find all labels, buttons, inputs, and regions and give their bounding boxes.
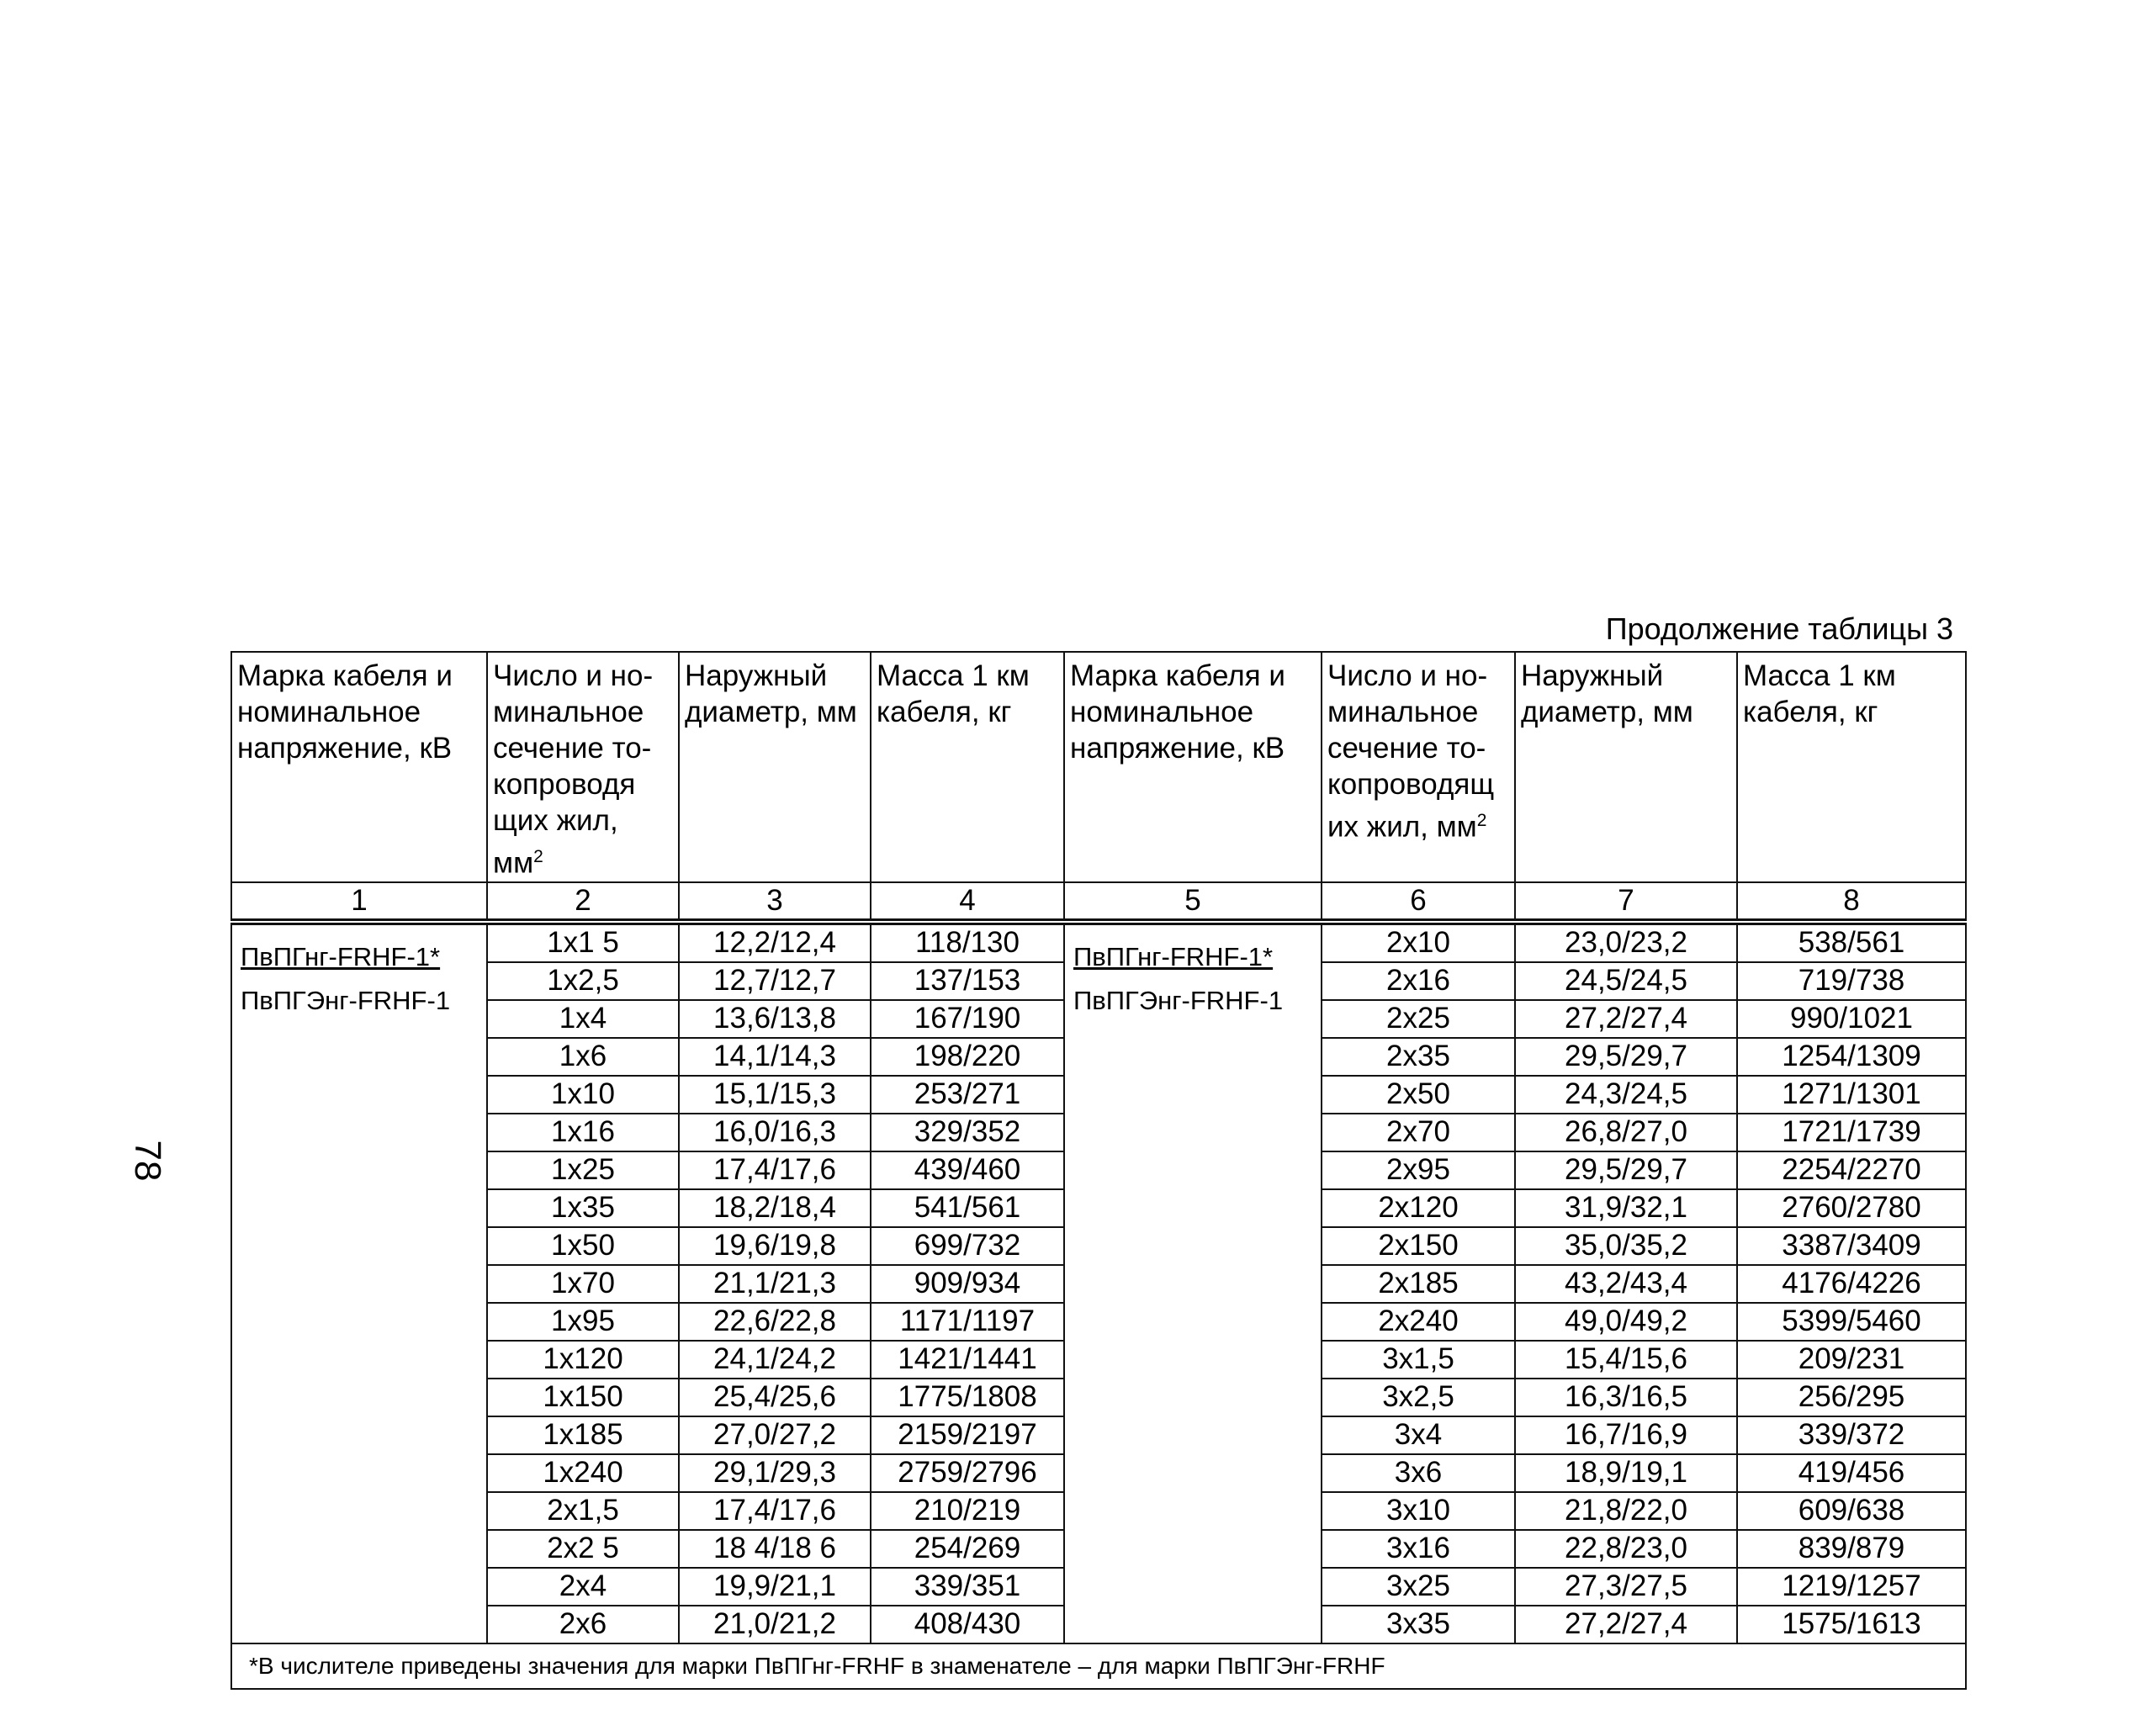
superscript: 2 xyxy=(533,847,543,866)
cable-brand-name: ПвПГнг-FRHF-1* xyxy=(1073,941,1274,971)
cell-cores: 3x10 xyxy=(1322,1492,1515,1530)
cell-mass: 1721/1739 xyxy=(1737,1114,1966,1151)
cell-diameter: 14,1/14,3 xyxy=(679,1038,871,1076)
cell-mass: 2759/2796 xyxy=(871,1454,1064,1492)
cell-mass: 254/269 xyxy=(871,1530,1064,1568)
cell-diameter: 18,2/18,4 xyxy=(679,1189,871,1227)
cell-cores: 2x25 xyxy=(1322,1000,1515,1038)
cell-diameter: 24,1/24,2 xyxy=(679,1341,871,1379)
table-caption: Продолжение таблицы 3 xyxy=(1605,611,1953,646)
cell-cores: 1x150 xyxy=(487,1379,679,1416)
cable-brand-left xyxy=(231,922,487,1643)
header-diameter-right: Наружный диаметр, мм xyxy=(1515,652,1737,882)
cell-mass: 3387/3409 xyxy=(1737,1227,1966,1265)
cell-diameter: 16,3/16,5 xyxy=(1515,1379,1737,1416)
footnote-row xyxy=(231,1643,1966,1689)
cell-mass: 253/271 xyxy=(871,1076,1064,1114)
table-row xyxy=(231,922,1966,962)
header-cores-right-text: Число и но-минальное сечение то-копроводящ их жил, мм xyxy=(1327,659,1495,844)
cell-mass: 118/130 xyxy=(871,922,1064,962)
cell-mass: 339/351 xyxy=(871,1568,1064,1606)
cell-cores: 2x4 xyxy=(487,1568,679,1606)
cell-mass: 1254/1309 xyxy=(1737,1038,1966,1076)
cell-mass: 839/879 xyxy=(1737,1530,1966,1568)
cell-mass: 4176/4226 xyxy=(1737,1265,1966,1303)
cell-diameter: 12,7/12,7 xyxy=(679,962,871,1000)
cell-diameter: 27,2/27,4 xyxy=(1515,1606,1737,1643)
cell-mass: 5399/5460 xyxy=(1737,1303,1966,1341)
cell-mass: 210/219 xyxy=(871,1492,1064,1530)
cell-cores: 1x70 xyxy=(487,1265,679,1303)
cable-brand-name: ПвПГЭнг-FRHF-1 xyxy=(1073,985,1284,1015)
cell-mass: 419/456 xyxy=(1737,1454,1966,1492)
cell-mass: 198/220 xyxy=(871,1038,1064,1076)
cell-mass: 1219/1257 xyxy=(1737,1568,1966,1606)
cell-cores: 2x2 5 xyxy=(487,1530,679,1568)
cable-brand-name: ПвПГЭнг-FRHF-1 xyxy=(241,985,451,1015)
cell-diameter: 24,5/24,5 xyxy=(1515,962,1737,1000)
column-number: 3 xyxy=(679,882,871,922)
cell-cores: 3x2,5 xyxy=(1322,1379,1515,1416)
cell-cores: 1x95 xyxy=(487,1303,679,1341)
cell-cores: 1x10 xyxy=(487,1076,679,1114)
cell-mass: 439/460 xyxy=(871,1151,1064,1189)
header-cores-left xyxy=(487,652,679,882)
cell-mass: 699/732 xyxy=(871,1227,1064,1265)
header-row xyxy=(231,652,1966,882)
cell-cores: 2x95 xyxy=(1322,1151,1515,1189)
cable-table xyxy=(230,651,1967,1690)
cell-diameter: 18 4/18 6 xyxy=(679,1530,871,1568)
cell-diameter: 17,4/17,6 xyxy=(679,1492,871,1530)
cell-cores: 1x120 xyxy=(487,1341,679,1379)
cell-diameter: 21,8/22,0 xyxy=(1515,1492,1737,1530)
cell-diameter: 16,7/16,9 xyxy=(1515,1416,1737,1454)
header-mass-right: Масса 1 км кабеля, кг xyxy=(1737,652,1966,882)
cell-mass: 339/372 xyxy=(1737,1416,1966,1454)
cell-cores: 3x4 xyxy=(1322,1416,1515,1454)
cell-mass: 1271/1301 xyxy=(1737,1076,1966,1114)
column-number: 1 xyxy=(231,882,487,922)
cell-mass: 719/738 xyxy=(1737,962,1966,1000)
cell-cores: 2x150 xyxy=(1322,1227,1515,1265)
cell-diameter: 29,5/29,7 xyxy=(1515,1151,1737,1189)
header-diameter-left: Наружный диаметр, мм xyxy=(679,652,871,882)
cell-diameter: 19,9/21,1 xyxy=(679,1568,871,1606)
cell-mass: 2159/2197 xyxy=(871,1416,1064,1454)
cell-diameter: 31,9/32,1 xyxy=(1515,1189,1737,1227)
column-number: 5 xyxy=(1064,882,1322,922)
cell-diameter: 15,4/15,6 xyxy=(1515,1341,1737,1379)
cell-diameter: 16,0/16,3 xyxy=(679,1114,871,1151)
cell-diameter: 19,6/19,8 xyxy=(679,1227,871,1265)
cell-cores: 1x16 xyxy=(487,1114,679,1151)
cell-diameter: 29,5/29,7 xyxy=(1515,1038,1737,1076)
cell-mass: 538/561 xyxy=(1737,922,1966,962)
cell-diameter: 15,1/15,3 xyxy=(679,1076,871,1114)
cell-mass: 209/231 xyxy=(1737,1341,1966,1379)
cell-mass: 408/430 xyxy=(871,1606,1064,1643)
header-cores-right xyxy=(1322,652,1515,882)
cell-cores: 2x240 xyxy=(1322,1303,1515,1341)
cell-diameter: 43,2/43,4 xyxy=(1515,1265,1737,1303)
cell-cores: 2x1,5 xyxy=(487,1492,679,1530)
page-number: 78 xyxy=(127,1140,168,1182)
cell-mass: 1775/1808 xyxy=(871,1379,1064,1416)
cell-cores: 3x16 xyxy=(1322,1530,1515,1568)
cell-cores: 1x4 xyxy=(487,1000,679,1038)
cell-mass: 137/153 xyxy=(871,962,1064,1000)
header-brand-left: Марка кабеля и номинальное напряжение, кВ xyxy=(231,652,487,882)
cell-diameter: 27,3/27,5 xyxy=(1515,1568,1737,1606)
cell-cores: 2x120 xyxy=(1322,1189,1515,1227)
cell-diameter: 35,0/35,2 xyxy=(1515,1227,1737,1265)
cell-mass: 329/352 xyxy=(871,1114,1064,1151)
cell-cores: 2x70 xyxy=(1322,1114,1515,1151)
cell-diameter: 27,0/27,2 xyxy=(679,1416,871,1454)
cell-diameter: 24,3/24,5 xyxy=(1515,1076,1737,1114)
cell-diameter: 17,4/17,6 xyxy=(679,1151,871,1189)
header-brand-right: Марка кабеля и номинальное напряжение, кВ xyxy=(1064,652,1322,882)
cell-diameter: 12,2/12,4 xyxy=(679,922,871,962)
cell-mass: 990/1021 xyxy=(1737,1000,1966,1038)
cell-cores: 1x6 xyxy=(487,1038,679,1076)
cable-brand-right xyxy=(1064,922,1322,1643)
cell-diameter: 22,8/23,0 xyxy=(1515,1530,1737,1568)
column-number: 7 xyxy=(1515,882,1737,922)
superscript: 2 xyxy=(1476,811,1487,830)
cell-cores: 1x240 xyxy=(487,1454,679,1492)
cell-cores: 1x25 xyxy=(487,1151,679,1189)
cell-diameter: 27,2/27,4 xyxy=(1515,1000,1737,1038)
cell-cores: 1x35 xyxy=(487,1189,679,1227)
cell-diameter: 25,4/25,6 xyxy=(679,1379,871,1416)
cell-diameter: 29,1/29,3 xyxy=(679,1454,871,1492)
cell-diameter: 21,1/21,3 xyxy=(679,1265,871,1303)
cell-mass: 1171/1197 xyxy=(871,1303,1064,1341)
header-mass-left: Масса 1 км кабеля, кг xyxy=(871,652,1064,882)
cell-mass: 909/934 xyxy=(871,1265,1064,1303)
cell-cores: 2x185 xyxy=(1322,1265,1515,1303)
cell-cores: 3x25 xyxy=(1322,1568,1515,1606)
header-cores-left-text: Число и но-минальное сечение то-копроводя щих жил, мм xyxy=(493,659,654,880)
column-number: 6 xyxy=(1322,882,1515,922)
cell-mass: 2254/2270 xyxy=(1737,1151,1966,1189)
column-numbers-row xyxy=(231,882,1966,922)
cell-diameter: 13,6/13,8 xyxy=(679,1000,871,1038)
cell-cores: 2x10 xyxy=(1322,922,1515,962)
cell-mass: 2760/2780 xyxy=(1737,1189,1966,1227)
cell-mass: 256/295 xyxy=(1737,1379,1966,1416)
cable-brand-name: ПвПГнг-FRHF-1* xyxy=(241,941,441,971)
cell-cores: 3x1,5 xyxy=(1322,1341,1515,1379)
cell-cores: 2x6 xyxy=(487,1606,679,1643)
cell-cores: 1x185 xyxy=(487,1416,679,1454)
cell-cores: 1x2,5 xyxy=(487,962,679,1000)
cell-mass: 1421/1441 xyxy=(871,1341,1064,1379)
cell-diameter: 22,6/22,8 xyxy=(679,1303,871,1341)
cell-diameter: 23,0/23,2 xyxy=(1515,922,1737,962)
cell-diameter: 21,0/21,2 xyxy=(679,1606,871,1643)
cell-cores: 2x35 xyxy=(1322,1038,1515,1076)
cell-mass: 167/190 xyxy=(871,1000,1064,1038)
cell-mass: 1575/1613 xyxy=(1737,1606,1966,1643)
cell-cores: 1x1 5 xyxy=(487,922,679,962)
cell-cores: 3x35 xyxy=(1322,1606,1515,1643)
cell-cores: 2x16 xyxy=(1322,962,1515,1000)
cell-cores: 2x50 xyxy=(1322,1076,1515,1114)
cell-diameter: 49,0/49,2 xyxy=(1515,1303,1737,1341)
cell-cores: 1x50 xyxy=(487,1227,679,1265)
column-number: 4 xyxy=(871,882,1064,922)
cell-cores: 3x6 xyxy=(1322,1454,1515,1492)
cell-diameter: 26,8/27,0 xyxy=(1515,1114,1737,1151)
cell-mass: 609/638 xyxy=(1737,1492,1966,1530)
column-number: 2 xyxy=(487,882,679,922)
cell-mass: 541/561 xyxy=(871,1189,1064,1227)
footnote: *В числителе приведены значения для марки ПвПГнг-FRHF в знаменателе – для марки ПвПГЭнг-FRHF xyxy=(231,1643,1966,1689)
column-number: 8 xyxy=(1737,882,1966,922)
cell-diameter: 18,9/19,1 xyxy=(1515,1454,1737,1492)
